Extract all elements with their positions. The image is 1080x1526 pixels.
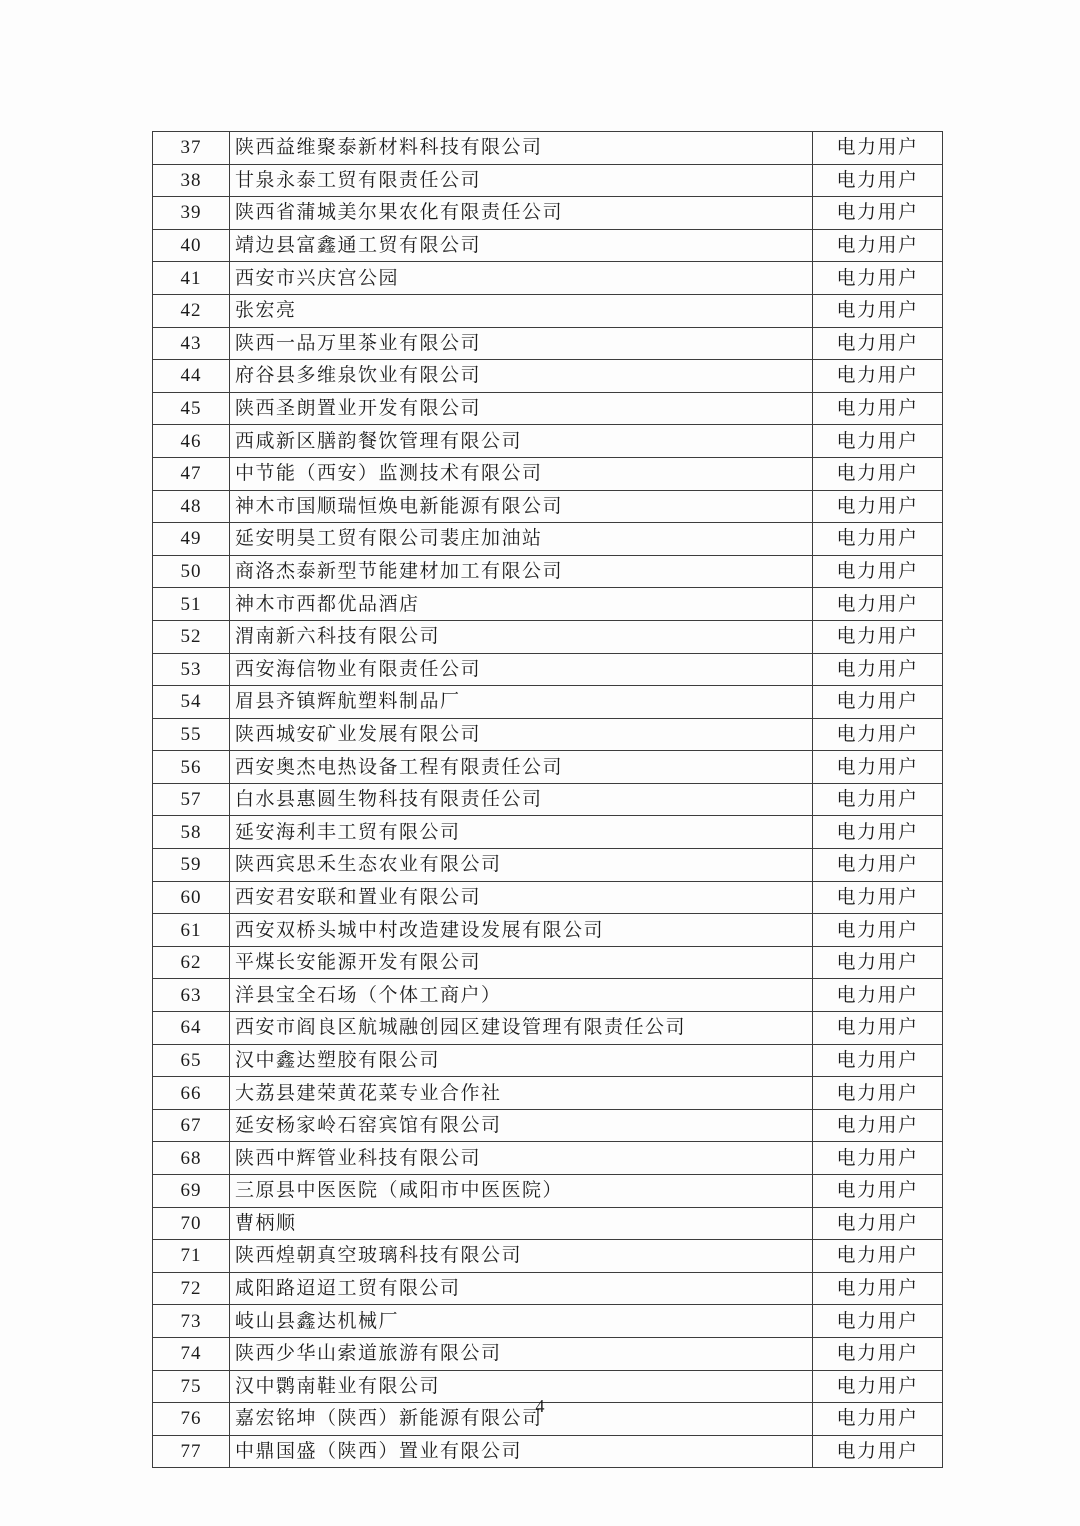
table-row bbox=[153, 1142, 943, 1175]
user-type-cell: 电力用户 bbox=[813, 1370, 943, 1403]
company-name-cell: 神木市国顺瑞恒焕电新能源有限公司 bbox=[230, 490, 813, 523]
row-number-cell: 56 bbox=[153, 751, 230, 784]
row-number-cell: 74 bbox=[153, 1337, 230, 1370]
table-row bbox=[153, 360, 943, 393]
table-row bbox=[153, 229, 943, 262]
company-name-cell: 西安市兴庆宫公园 bbox=[230, 262, 813, 295]
row-number-cell: 69 bbox=[153, 1175, 230, 1208]
company-name-cell: 白水县惠圆生物科技有限责任公司 bbox=[230, 783, 813, 816]
user-type-cell: 电力用户 bbox=[813, 1175, 943, 1208]
table-row bbox=[153, 653, 943, 686]
company-name-cell: 张宏亮 bbox=[230, 294, 813, 327]
row-number-cell: 72 bbox=[153, 1272, 230, 1305]
table-row bbox=[153, 1109, 943, 1142]
company-name-cell: 西咸新区膳韵餐饮管理有限公司 bbox=[230, 425, 813, 458]
row-number-cell: 54 bbox=[153, 686, 230, 719]
row-number-cell: 49 bbox=[153, 523, 230, 556]
user-type-cell: 电力用户 bbox=[813, 1435, 943, 1468]
table-row bbox=[153, 849, 943, 882]
table-row bbox=[153, 1305, 943, 1338]
company-name-cell: 陕西中辉管业科技有限公司 bbox=[230, 1142, 813, 1175]
row-number-cell: 65 bbox=[153, 1044, 230, 1077]
company-name-cell: 延安杨家岭石窑宾馆有限公司 bbox=[230, 1109, 813, 1142]
power-user-table bbox=[152, 131, 943, 1468]
company-name-cell: 府谷县多维泉饮业有限公司 bbox=[230, 360, 813, 393]
company-name-cell: 嘉宏铭坤（陕西）新能源有限公司 bbox=[230, 1403, 813, 1436]
user-type-cell: 电力用户 bbox=[813, 718, 943, 751]
row-number-cell: 38 bbox=[153, 164, 230, 197]
company-name-cell: 平煤长安能源开发有限公司 bbox=[230, 946, 813, 979]
company-name-cell: 西安双桥头城中村改造建设发展有限公司 bbox=[230, 914, 813, 947]
table-row bbox=[153, 1207, 943, 1240]
row-number-cell: 44 bbox=[153, 360, 230, 393]
row-number-cell: 37 bbox=[153, 132, 230, 165]
table-row bbox=[153, 457, 943, 490]
row-number-cell: 46 bbox=[153, 425, 230, 458]
row-number-cell: 62 bbox=[153, 946, 230, 979]
user-type-cell: 电力用户 bbox=[813, 490, 943, 523]
row-number-cell: 66 bbox=[153, 1077, 230, 1110]
table-row bbox=[153, 1077, 943, 1110]
user-type-cell: 电力用户 bbox=[813, 360, 943, 393]
user-type-cell: 电力用户 bbox=[813, 132, 943, 165]
user-type-cell: 电力用户 bbox=[813, 783, 943, 816]
page-number: 4 bbox=[535, 1396, 545, 1416]
user-type-cell: 电力用户 bbox=[813, 979, 943, 1012]
user-type-cell: 电力用户 bbox=[813, 849, 943, 882]
row-number-cell: 40 bbox=[153, 229, 230, 262]
user-type-cell: 电力用户 bbox=[813, 262, 943, 295]
user-type-cell: 电力用户 bbox=[813, 588, 943, 621]
company-name-cell: 甘泉永泰工贸有限责任公司 bbox=[230, 164, 813, 197]
company-name-cell: 陕西一品万里茶业有限公司 bbox=[230, 327, 813, 360]
row-number-cell: 76 bbox=[153, 1403, 230, 1436]
user-type-cell: 电力用户 bbox=[813, 751, 943, 784]
row-number-cell: 50 bbox=[153, 555, 230, 588]
company-name-cell: 曹柄顺 bbox=[230, 1207, 813, 1240]
user-type-cell: 电力用户 bbox=[813, 1077, 943, 1110]
company-name-cell: 陕西煌朝真空玻璃科技有限公司 bbox=[230, 1240, 813, 1273]
company-name-cell: 西安市阎良区航城融创园区建设管理有限责任公司 bbox=[230, 1012, 813, 1045]
table-row bbox=[153, 392, 943, 425]
table-row bbox=[153, 881, 943, 914]
table-row bbox=[153, 1272, 943, 1305]
row-number-cell: 77 bbox=[153, 1435, 230, 1468]
company-name-cell: 中鼎国盛（陕西）置业有限公司 bbox=[230, 1435, 813, 1468]
user-type-cell: 电力用户 bbox=[813, 1305, 943, 1338]
row-number-cell: 47 bbox=[153, 457, 230, 490]
company-name-cell: 靖边县富鑫通工贸有限公司 bbox=[230, 229, 813, 262]
table-row bbox=[153, 979, 943, 1012]
company-name-cell: 延安海利丰工贸有限公司 bbox=[230, 816, 813, 849]
table-row bbox=[153, 164, 943, 197]
row-number-cell: 51 bbox=[153, 588, 230, 621]
row-number-cell: 55 bbox=[153, 718, 230, 751]
company-name-cell: 陕西宾思禾生态农业有限公司 bbox=[230, 849, 813, 882]
row-number-cell: 41 bbox=[153, 262, 230, 295]
table-row bbox=[153, 1012, 943, 1045]
table-row bbox=[153, 718, 943, 751]
table-row bbox=[153, 262, 943, 295]
user-type-cell: 电力用户 bbox=[813, 392, 943, 425]
user-type-cell: 电力用户 bbox=[813, 197, 943, 230]
row-number-cell: 61 bbox=[153, 914, 230, 947]
row-number-cell: 63 bbox=[153, 979, 230, 1012]
row-number-cell: 48 bbox=[153, 490, 230, 523]
company-name-cell: 西安海信物业有限责任公司 bbox=[230, 653, 813, 686]
table-row bbox=[153, 1044, 943, 1077]
user-type-cell: 电力用户 bbox=[813, 881, 943, 914]
company-name-cell: 大荔县建荣黄花菜专业合作社 bbox=[230, 1077, 813, 1110]
table-row bbox=[153, 197, 943, 230]
company-name-cell: 西安奥杰电热设备工程有限责任公司 bbox=[230, 751, 813, 784]
user-type-cell: 电力用户 bbox=[813, 229, 943, 262]
row-number-cell: 73 bbox=[153, 1305, 230, 1338]
company-name-cell: 延安明昊工贸有限公司裴庄加油站 bbox=[230, 523, 813, 556]
row-number-cell: 43 bbox=[153, 327, 230, 360]
table-row bbox=[153, 490, 943, 523]
user-type-cell: 电力用户 bbox=[813, 914, 943, 947]
row-number-cell: 68 bbox=[153, 1142, 230, 1175]
row-number-cell: 39 bbox=[153, 197, 230, 230]
user-type-cell: 电力用户 bbox=[813, 1272, 943, 1305]
table-row bbox=[153, 751, 943, 784]
company-name-cell: 渭南新六科技有限公司 bbox=[230, 620, 813, 653]
row-number-cell: 70 bbox=[153, 1207, 230, 1240]
user-type-cell: 电力用户 bbox=[813, 327, 943, 360]
table-row bbox=[153, 946, 943, 979]
user-type-cell: 电力用户 bbox=[813, 425, 943, 458]
table-row bbox=[153, 588, 943, 621]
row-number-cell: 59 bbox=[153, 849, 230, 882]
row-number-cell: 58 bbox=[153, 816, 230, 849]
user-type-cell: 电力用户 bbox=[813, 946, 943, 979]
user-type-cell: 电力用户 bbox=[813, 555, 943, 588]
user-type-cell: 电力用户 bbox=[813, 686, 943, 719]
table-row bbox=[153, 1240, 943, 1273]
user-type-cell: 电力用户 bbox=[813, 1142, 943, 1175]
row-number-cell: 60 bbox=[153, 881, 230, 914]
company-name-cell: 眉县齐镇辉航塑料制品厂 bbox=[230, 686, 813, 719]
table-row bbox=[153, 327, 943, 360]
company-name-cell: 汉中鹮南鞋业有限公司 bbox=[230, 1370, 813, 1403]
company-name-cell: 咸阳路迢迢工贸有限公司 bbox=[230, 1272, 813, 1305]
user-type-cell: 电力用户 bbox=[813, 1337, 943, 1370]
user-type-cell: 电力用户 bbox=[813, 653, 943, 686]
table-row bbox=[153, 783, 943, 816]
company-name-cell: 洋县宝全石场（个体工商户） bbox=[230, 979, 813, 1012]
user-type-cell: 电力用户 bbox=[813, 1044, 943, 1077]
table-row bbox=[153, 132, 943, 165]
table-row bbox=[153, 1175, 943, 1208]
table-row bbox=[153, 914, 943, 947]
row-number-cell: 45 bbox=[153, 392, 230, 425]
table-row bbox=[153, 294, 943, 327]
table-row bbox=[153, 425, 943, 458]
company-name-cell: 岐山县鑫达机械厂 bbox=[230, 1305, 813, 1338]
row-number-cell: 52 bbox=[153, 620, 230, 653]
user-type-cell: 电力用户 bbox=[813, 294, 943, 327]
row-number-cell: 64 bbox=[153, 1012, 230, 1045]
company-name-cell: 陕西少华山索道旅游有限公司 bbox=[230, 1337, 813, 1370]
company-name-cell: 汉中鑫达塑胶有限公司 bbox=[230, 1044, 813, 1077]
company-name-cell: 三原县中医医院（咸阳市中医医院） bbox=[230, 1175, 813, 1208]
company-name-cell: 西安君安联和置业有限公司 bbox=[230, 881, 813, 914]
company-name-cell: 陕西圣朗置业开发有限公司 bbox=[230, 392, 813, 425]
table-row bbox=[153, 620, 943, 653]
table-row bbox=[153, 686, 943, 719]
table-row bbox=[153, 1337, 943, 1370]
user-type-cell: 电力用户 bbox=[813, 523, 943, 556]
user-type-cell: 电力用户 bbox=[813, 620, 943, 653]
user-type-cell: 电力用户 bbox=[813, 1109, 943, 1142]
company-name-cell: 中节能（西安）监测技术有限公司 bbox=[230, 457, 813, 490]
table-row bbox=[153, 523, 943, 556]
user-type-cell: 电力用户 bbox=[813, 1403, 943, 1436]
row-number-cell: 57 bbox=[153, 783, 230, 816]
company-name-cell: 陕西省蒲城美尔果农化有限责任公司 bbox=[230, 197, 813, 230]
company-name-cell: 陕西城安矿业发展有限公司 bbox=[230, 718, 813, 751]
company-name-cell: 商洛杰泰新型节能建材加工有限公司 bbox=[230, 555, 813, 588]
table-row bbox=[153, 816, 943, 849]
row-number-cell: 42 bbox=[153, 294, 230, 327]
user-type-cell: 电力用户 bbox=[813, 816, 943, 849]
row-number-cell: 75 bbox=[153, 1370, 230, 1403]
user-type-cell: 电力用户 bbox=[813, 1012, 943, 1045]
company-name-cell: 神木市西都优品酒店 bbox=[230, 588, 813, 621]
row-number-cell: 67 bbox=[153, 1109, 230, 1142]
user-type-cell: 电力用户 bbox=[813, 1240, 943, 1273]
table-body bbox=[153, 132, 943, 1468]
table-row bbox=[153, 555, 943, 588]
row-number-cell: 71 bbox=[153, 1240, 230, 1273]
row-number-cell: 53 bbox=[153, 653, 230, 686]
table-row bbox=[153, 1435, 943, 1468]
user-type-cell: 电力用户 bbox=[813, 1207, 943, 1240]
company-name-cell: 陕西益维聚泰新材料科技有限公司 bbox=[230, 132, 813, 165]
user-type-cell: 电力用户 bbox=[813, 164, 943, 197]
user-type-cell: 电力用户 bbox=[813, 457, 943, 490]
